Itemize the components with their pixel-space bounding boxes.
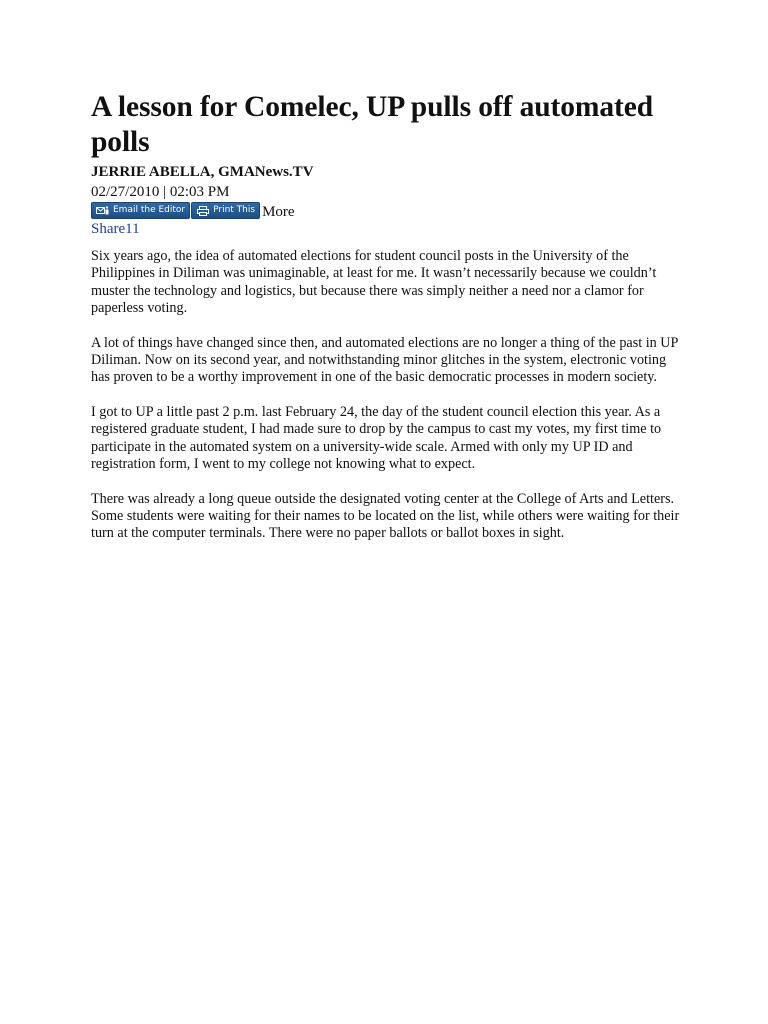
email-icon bbox=[96, 206, 110, 216]
article-tools bbox=[91, 202, 681, 219]
share-link[interactable]: Share11 bbox=[91, 221, 140, 237]
article-paragraph: There was already a long queue outside the designated voting center at the College of Arts and Letters. Some students were waiting for their names to be located on the list, while others were waiting for their turn at the computer terminals. There were no paper ballots or ballot boxes in sight. bbox=[91, 490, 680, 542]
article bbox=[91, 90, 681, 560]
article-paragraph: I got to UP a little past 2 p.m. last February 24, the day of the student council election this year. As a registered graduate student, I had made sure to drop by the campus to cast my votes, my first time to participate in the automated system on a university-wide scale. Armed with only my UP ID and registration form, I went to my college not knowing what to expect. bbox=[91, 404, 662, 472]
print-button[interactable] bbox=[191, 202, 260, 219]
article-paragraph: Six years ago, the idea of automated elections for student council posts in the University of the Philippines in Diliman was unimaginable, at least for me. It wasn’t necessarily because we couldn’t muster the technology and logistics, but because there was simply neither a need nor a clamor for paperless voting. bbox=[91, 248, 657, 316]
email-editor-label: Email the Editor bbox=[113, 205, 186, 215]
article-dateline: 02/27/2010 | 02:03 PM bbox=[91, 184, 230, 200]
article-byline: JERRIE ABELLA, GMANews.TV bbox=[91, 164, 314, 180]
more-link[interactable]: More bbox=[262, 204, 295, 220]
article-headline: A lesson for Comelec, UP pulls off automated polls bbox=[91, 91, 654, 158]
article-body bbox=[91, 248, 681, 543]
email-editor-button[interactable] bbox=[91, 202, 190, 219]
print-label: Print This bbox=[213, 205, 256, 215]
printer-icon bbox=[196, 206, 210, 216]
article-paragraph: A lot of things have changed since then, and automated elections are no longer a thing of the past in UP Diliman. Now on its second year, and notwithstanding minor glitches in the system, electronic voting has proven to be a worthy improvement in one of the basic democratic processes in modern society. bbox=[91, 334, 678, 386]
